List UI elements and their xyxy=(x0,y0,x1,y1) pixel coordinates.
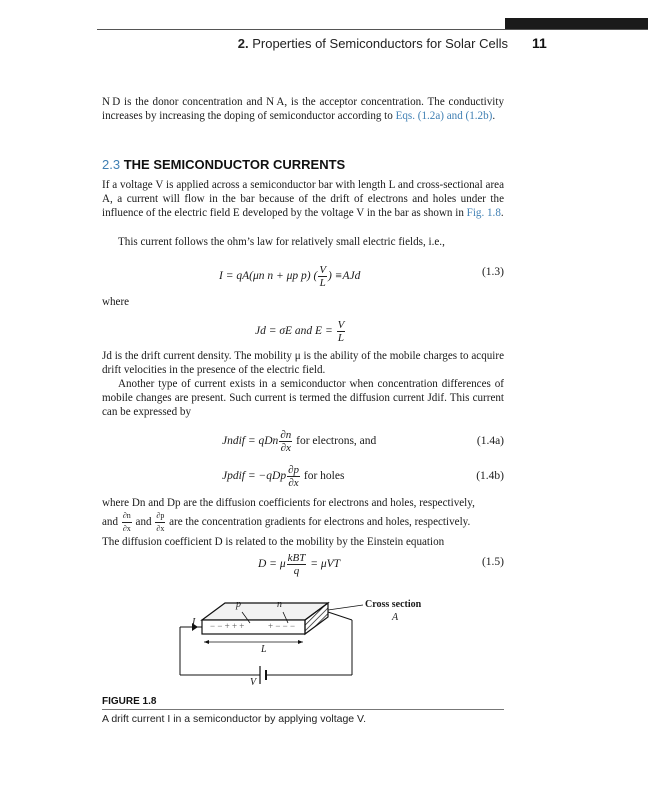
eq-link[interactable]: Eqs. (1.2a) and (1.2b) xyxy=(395,110,493,122)
paragraph-diffusion: Another type of current exists in a semiconductor when concentration differences of mobile changes are present. Such current is termed the diffusion current Jdif. This current can be expressed by xyxy=(102,378,504,418)
label-A: A xyxy=(392,612,399,623)
figure-diagram xyxy=(170,590,470,690)
caption-rule xyxy=(102,709,504,710)
header-rule xyxy=(97,29,648,30)
where-label: where xyxy=(102,296,130,308)
label-cross-section: Cross section xyxy=(365,599,422,610)
cross-section-leader xyxy=(328,605,363,610)
equation-jd: Jd = σE and E = $\frac{V}{L}$ xyxy=(255,319,345,344)
label-p: p xyxy=(236,599,241,610)
chapter-title: 2. Properties of Semiconductors for Solar Cells xyxy=(237,36,508,51)
paragraph-drift: Jd is the drift current density. The mobility μ is the ability of the mobile charges to acquire drift velocities in the presence of the electric field. xyxy=(102,350,504,376)
charges-right: + − − − xyxy=(268,621,296,631)
figure-link[interactable]: Fig. 1.8 xyxy=(466,207,501,219)
equation-1-4b: Jpdif = −qDp $\frac{\partial p}{\partial x}$ for holes (1.4b) xyxy=(222,464,504,489)
figure-caption: A drift current I in a semiconductor by applying voltage V. xyxy=(102,713,367,725)
wire-right xyxy=(328,612,352,620)
label-I: I xyxy=(192,617,196,628)
paragraph-coefficients: where Dn and Dp are the diffusion coefficients for electrons and holes, respectively, and $\frac{\partial n}{\partial x}$ and $\frac{\partial p}{\partial x}$ are the concentration gradients for electrons and holes, respectively. The diffusion coefficient D is related to the mobility by the Einstein equation xyxy=(102,497,475,548)
equation-1-5: D = μ $\frac{\text{kBT}}{q}$ = μVT (1.5) xyxy=(258,552,504,577)
label-V: V xyxy=(250,677,257,688)
label-n: n xyxy=(277,599,282,610)
semiconductor-bar-diagram xyxy=(170,590,470,690)
label-L: L xyxy=(261,644,267,655)
page-number: 11 xyxy=(532,35,547,51)
paragraph-donor: N D is the donor concentration and N A, is the acceptor concentration. The conductivity increases by increasing the doping of semiconductor according to Eqs. (1.2a) and (1.2b). xyxy=(102,96,504,122)
paragraph-ohm: This current follows the ohm’s law for relatively small electric fields, i.e., xyxy=(118,236,445,248)
paragraph-voltage: If a voltage V is applied across a semiconductor bar with length L and cross-sectional area A, a current will flow in the bar because of the drift of electrons and holes under the influence of the electric field E developed by the voltage V in the bar as shown in Fig. 1.8. xyxy=(102,179,504,219)
charges-left: − − + + + xyxy=(210,621,245,631)
running-header xyxy=(0,36,648,54)
section-heading: 2.3 THE SEMICONDUCTOR CURRENTS xyxy=(102,157,346,172)
equation-1-3: I = qA(μn n + μp p) ( $\frac{V}{L}$ ) ≡AJd (1.3) xyxy=(219,264,504,289)
figure-number: FIGURE 1.8 xyxy=(102,696,157,707)
equation-1-4a: Jndif = qDn $\frac{\partial n}{\partial x}$ for electrons, and (1.4a) xyxy=(222,429,504,454)
